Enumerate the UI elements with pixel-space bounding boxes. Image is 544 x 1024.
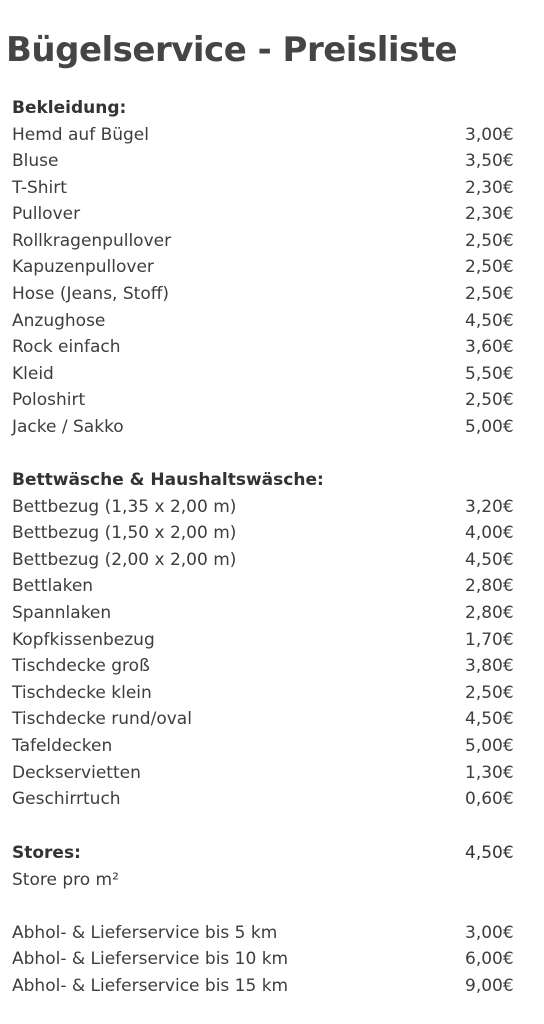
price-row [12, 254, 528, 280]
section-heading-bettwaesche [12, 467, 528, 493]
item-label: Hose (Jeans, Stoff) [12, 284, 170, 304]
price-row [12, 414, 528, 440]
item-price: 3,00€ [465, 125, 514, 145]
item-price: 2,30€ [465, 204, 514, 224]
price-row [12, 547, 528, 573]
item-label: Bettbezug (1,50 x 2,00 m) [12, 523, 237, 543]
item-price: 2,50€ [465, 390, 514, 410]
price-row [12, 387, 528, 413]
price-row [12, 281, 528, 307]
price-row [12, 867, 528, 893]
item-label: Abhol- & Lieferservice bis 15 km [12, 976, 289, 996]
item-label: Abhol- & Lieferservice bis 5 km [12, 923, 278, 943]
item-price: 4,50€ [465, 311, 514, 331]
item-price: 6,00€ [465, 949, 514, 969]
item-price: 5,00€ [465, 736, 514, 756]
price-row [12, 148, 528, 174]
item-label: Bluse [12, 151, 59, 171]
item-price: 1,70€ [465, 630, 514, 650]
price-row [12, 122, 528, 148]
item-price: 2,50€ [465, 231, 514, 251]
item-label: Hemd auf Bügel [12, 125, 149, 145]
price-row [12, 706, 528, 732]
section-heading-label: Bekleidung: [12, 98, 127, 118]
item-label: Geschirrtuch [12, 789, 121, 809]
item-label: Poloshirt [12, 390, 86, 410]
item-price: 2,80€ [465, 603, 514, 623]
price-row [12, 228, 528, 254]
price-row [12, 973, 528, 999]
section-heading-stores [12, 840, 528, 866]
price-row [12, 627, 528, 653]
item-label: Kapuzenpullover [12, 257, 154, 277]
section-heading-bekleidung [12, 95, 528, 121]
price-row [12, 760, 528, 786]
item-price: 0,60€ [465, 789, 514, 809]
price-row [12, 334, 528, 360]
item-price: 3,60€ [465, 337, 514, 357]
item-price: 3,50€ [465, 151, 514, 171]
item-price: 4,50€ [465, 709, 514, 729]
item-label: Bettbezug (2,00 x 2,00 m) [12, 550, 237, 570]
price-row [12, 494, 528, 520]
item-price: 2,50€ [465, 683, 514, 703]
item-label: Abhol- & Lieferservice bis 10 km [12, 949, 289, 969]
item-label: Kleid [12, 364, 54, 384]
price-row [12, 520, 528, 546]
price-row [12, 361, 528, 387]
item-label: Pullover [12, 204, 81, 224]
item-price: 2,50€ [465, 257, 514, 277]
item-label: Kopfkissenbezug [12, 630, 155, 650]
item-price: 1,30€ [465, 763, 514, 783]
item-price: 2,50€ [465, 284, 514, 304]
price-row [12, 680, 528, 706]
item-label: Spannlaken [12, 603, 112, 623]
price-row [12, 201, 528, 227]
section-heading-label: Bettwäsche & Haushaltswäsche: [12, 470, 324, 490]
price-row [12, 573, 528, 599]
price-row [12, 600, 528, 626]
item-price: 2,80€ [465, 576, 514, 596]
item-label: Jacke / Sakko [12, 417, 124, 437]
item-label: Rollkragenpullover [12, 231, 172, 251]
item-label: Tafeldecken [12, 736, 113, 756]
item-price: 3,20€ [465, 497, 514, 517]
item-price: 3,00€ [465, 923, 514, 943]
item-price: 9,00€ [465, 976, 514, 996]
price-row [12, 733, 528, 759]
price-row [12, 653, 528, 679]
item-price: 4,50€ [465, 843, 514, 863]
item-price: 4,00€ [465, 523, 514, 543]
item-label: Tischdecke groß [12, 656, 150, 676]
item-price: 4,50€ [465, 550, 514, 570]
price-row [12, 175, 528, 201]
price-row [12, 946, 528, 972]
item-price: 5,00€ [465, 417, 514, 437]
item-price: 3,80€ [465, 656, 514, 676]
item-price: 5,50€ [465, 364, 514, 384]
item-label: Anzughose [12, 311, 106, 331]
price-row [12, 786, 528, 812]
item-label: Store pro m² [12, 870, 119, 890]
item-label: Rock einfach [12, 337, 121, 357]
item-label: Tischdecke rund/oval [12, 709, 192, 729]
item-label: T-Shirt [12, 178, 67, 198]
item-label: Deckservietten [12, 763, 141, 783]
section-heading-label: Stores: [12, 843, 81, 863]
item-label: Bettbezug (1,35 x 2,00 m) [12, 497, 237, 517]
price-row [12, 308, 528, 334]
price-row [12, 920, 528, 946]
item-label: Tischdecke klein [12, 683, 152, 703]
item-label: Bettlaken [12, 576, 94, 596]
item-price: 2,30€ [465, 178, 514, 198]
page-title: Bügelservice - Preisliste [6, 30, 458, 70]
